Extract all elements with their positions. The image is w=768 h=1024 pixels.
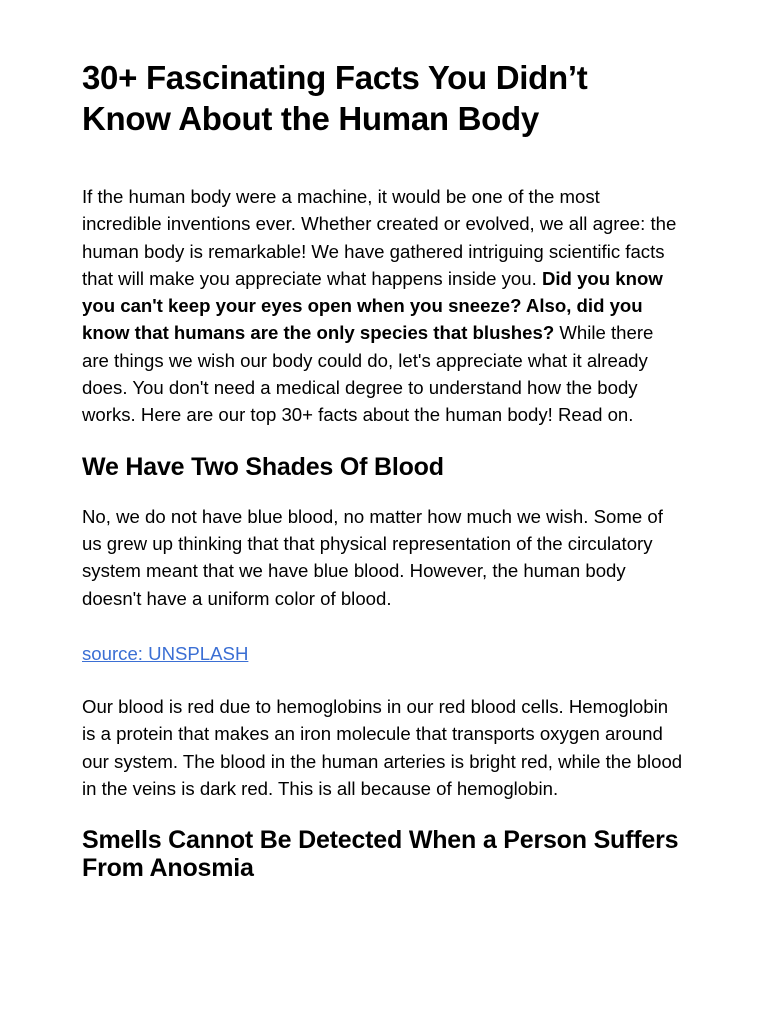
image-source-line [82, 640, 684, 667]
article-title: 30+ Fascinating Facts You Didn’t Know About the Human Body [82, 59, 588, 137]
section-heading-blood: We Have Two Shades Of Blood [82, 452, 444, 481]
blood-paragraph-2: Our blood is red due to hemoglobins in our red blood cells. Hemoglobin is a protein that makes an iron molecule that transports oxygen around our system. The blood in the human arteries is bright red, while the blood in the veins is dark red. This is all because of hemoglobin. [82, 696, 683, 800]
intro-paragraph [82, 183, 684, 429]
section-heading-anosmia: Smells Cannot Be Detected When a Person Suffers From Anosmia [82, 826, 679, 883]
intro-text-start: If the human body were a machine, it would be one of the most incredible inventions ever. Whether created or evolved, we all agree: the human body is remarkable! We have gathered intriguing scientific facts that will make you appreciate what happens inside you. [82, 186, 677, 289]
article [82, 0, 684, 882]
blood-paragraph-1: No, we do not have blue blood, no matter how much we wish. Some of us grew up thinking that that physical representation of the circulatory system meant that we have blue blood. However, the human body doesn't have a uniform color of blood. [82, 505, 663, 609]
intro-bold-text: Did you know you can't keep your eyes open when you sneeze? Also, did you know that humans are the only species that blushes? [82, 267, 663, 344]
image-source-link[interactable]: source: UNSPLASH [82, 642, 249, 664]
intro-text-end: While there are things we wish our body could do, let's appreciate what it already does. You don't need a medical degree to understand how the body works. Here are our top 30+ facts about the human body! Read on. [82, 322, 654, 426]
